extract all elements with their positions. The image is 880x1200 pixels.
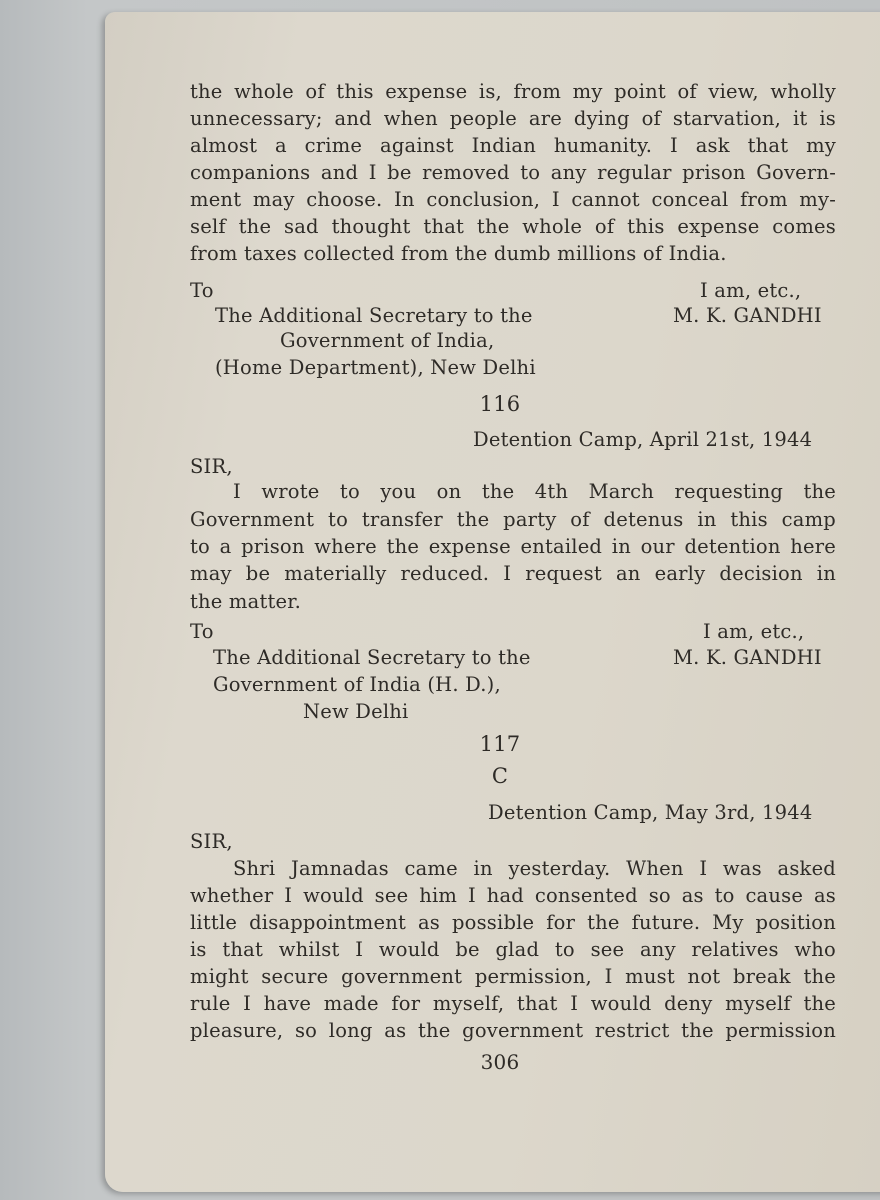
addressee-line: Government of India (H. D.), [213,673,501,696]
text-line: the whole of this expense is, from my point of view, wholly [190,80,836,103]
salutation: SIR, [190,455,233,478]
letter-number: 117 [479,732,521,756]
text-line: to a prison where the expense entailed in our detention here [190,535,836,558]
text-line: almost a crime against Indian humanity. I ask that my [190,134,836,157]
addressee-line: The Additional Secretary to the [213,646,531,669]
addressee-line: Government of India, [280,329,495,352]
text-line: Shri Jamnadas came in yesterday. When I was asked [233,857,836,880]
closing-text: I am, etc., [700,279,802,302]
text-line: may be materially reduced. I request an early decision in [190,562,836,585]
dateline: Detention Camp, April 21st, 1944 [473,428,813,451]
text-line: ment may choose. In conclusion, I cannot conceal from my- [190,188,836,211]
book-page [105,12,880,1192]
text-line: companions and I be removed to any regular prison Govern- [190,161,836,184]
text-line: pleasure, so long as the government restrict the permission [190,1019,836,1042]
to-label: To [190,279,214,302]
addressee-line: New Delhi [303,700,409,723]
addressee-line: The Additional Secretary to the [215,304,533,327]
signature: M. K. GANDHI [673,304,822,327]
letter-sub-mark: C [491,764,509,788]
text-line: might secure government permission, I must not break the [190,965,836,988]
text-line: from taxes collected from the dumb millions of India. [190,242,727,265]
signature: M. K. GANDHI [673,646,822,669]
text-line: is that whilst I would be glad to see any relatives who [190,938,836,961]
dateline: Detention Camp, May 3rd, 1944 [488,801,813,824]
to-label: To [190,620,214,643]
page-number: 306 [480,1050,520,1074]
text-line: rule I have made for myself, that I would deny myself the [190,992,836,1015]
closing-text: I am, etc., [703,620,805,643]
text-line: self the sad thought that the whole of this expense comes [190,215,836,238]
text-line: Government to transfer the party of detenus in this camp [190,508,836,531]
text-line: the matter. [190,590,302,613]
salutation: SIR, [190,830,233,853]
addressee-line: (Home Department), New Delhi [215,356,536,379]
letter-number: 116 [479,392,521,416]
text-line: whether I would see him I had consented so as to cause as [190,884,836,907]
text-line: unnecessary; and when people are dying of starvation, it is [190,107,836,130]
text-line: little disappointment as possible for the future. My position [190,911,836,934]
text-line: I wrote to you on the 4th March requesting the [233,480,836,503]
